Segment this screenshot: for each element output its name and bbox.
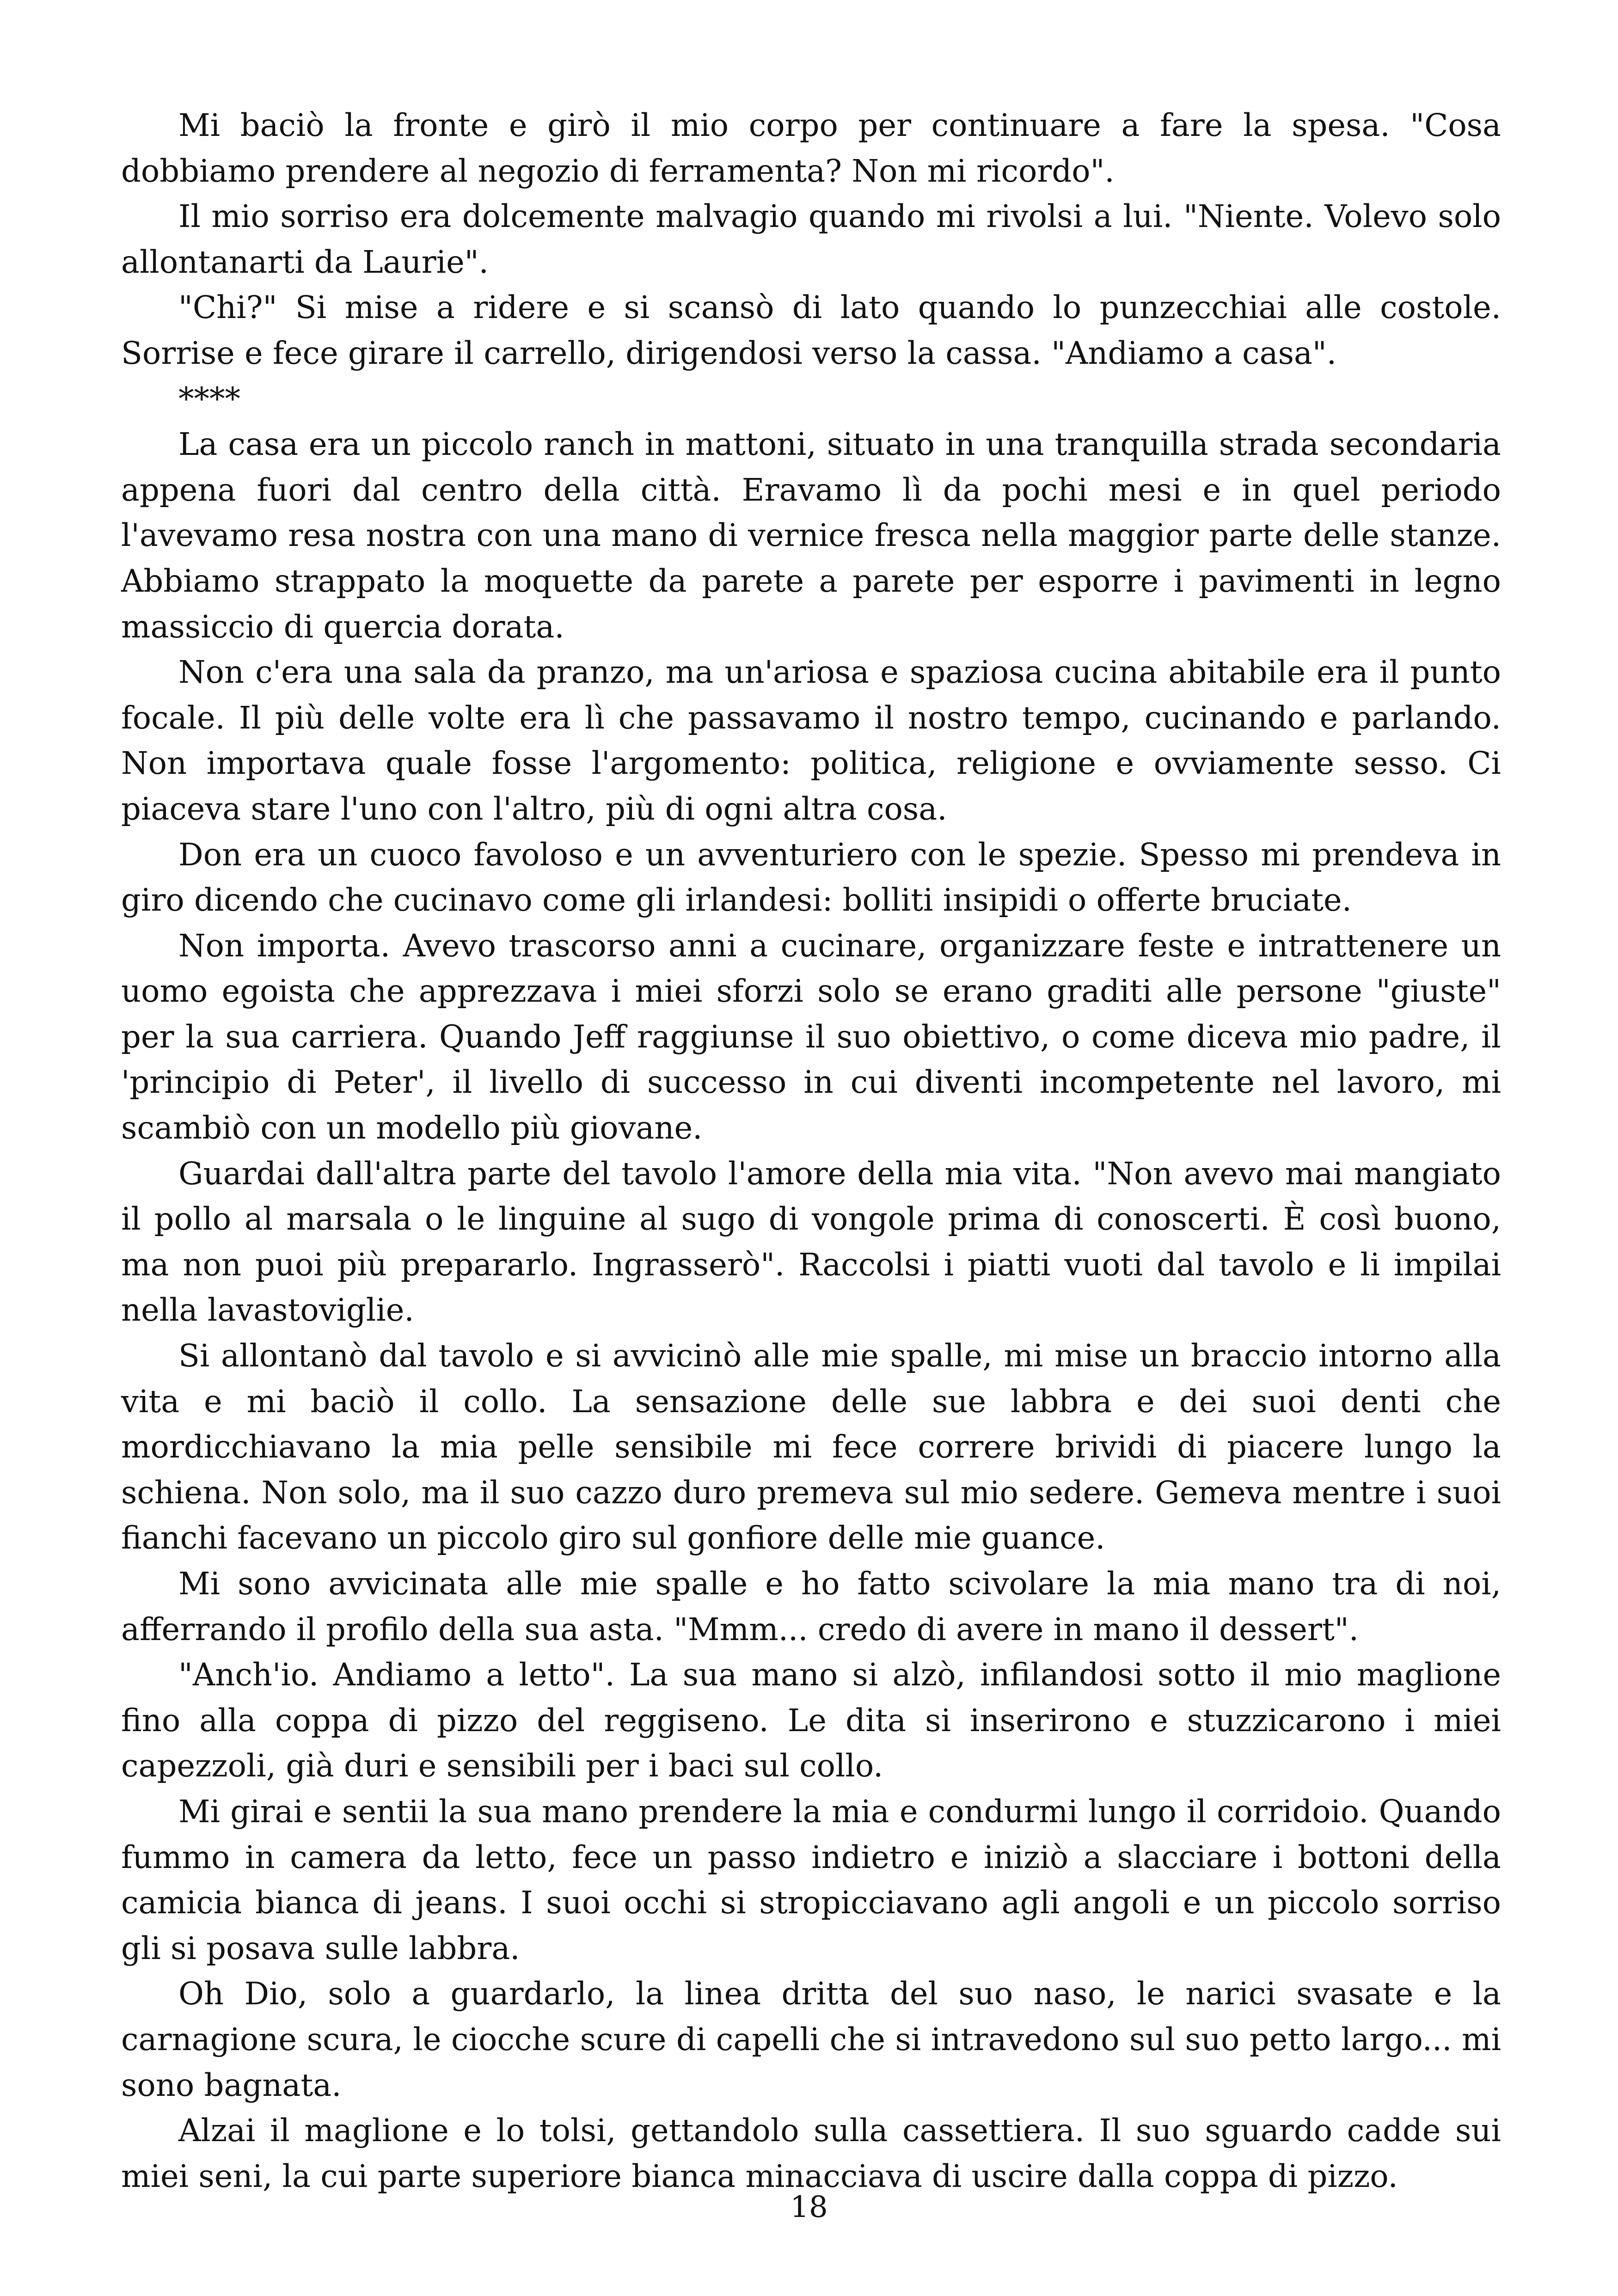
paragraph: "Anch'io. Andiamo a letto". La sua mano si alzò, infilandosi sotto il mio maglione fino alla coppa di pizzo del reggiseno. Le dita si inserirono e stuzzicarono i miei capezzoli, già duri e sensibili per i baci sul collo.	[121, 1657, 1501, 1784]
section-break: ****	[178, 380, 240, 417]
paragraph: Alzai il maglione e lo tolsi, gettandolo sulla cassettiera. Il suo sguardo cadde sui miei seni, la cui parte superiore bianca minacciava di uscire dalla coppa di pizzo.	[121, 2112, 1501, 2194]
paragraph: La casa era un piccolo ranch in mattoni, situato in una tranquilla strada secondaria appena fuori dal centro della città. Eravamo lì da pochi mesi e in quel periodo l'avevamo resa nostra con una mano di vernice fresca nella maggior parte delle stanze. Abbiamo strappato la moquette da parete a parete per esporre i pavimenti in legno massiccio di quercia dorata.	[121, 426, 1501, 645]
paragraph: Non c'era una sala da pranzo, ma un'ariosa e spaziosa cucina abitabile era il punto focale. Il più delle volte era lì che passavamo il nostro tempo, cucinando e parlando. Non importava quale fosse l'argomento: politica, religione e ovviamente sesso. Ci piaceva stare l'uno con l'altro, più di ogni altra cosa.	[121, 654, 1501, 827]
paragraph: Mi girai e sentii la sua mano prendere la mia e condurmi lungo il corridoio. Quando fummo in camera da letto, fece un passo indietro e iniziò a slacciare i bottoni della camicia bianca di jeans. I suoi occhi si stropicciavano agli angoli e un piccolo sorriso gli si posava sulle labbra.	[121, 1793, 1501, 1966]
paragraph: Mi baciò la fronte e girò il mio corpo per continuare a fare la spesa. "Cosa dobbiamo prendere al negozio di ferramenta? Non mi ricordo".	[121, 107, 1501, 189]
paragraph: Oh Dio, solo a guardarlo, la linea dritta del suo naso, le narici svasate e la carnagione scura, le ciocche scure di capelli che si intravedono sul suo petto largo... mi sono bagnata.	[121, 1976, 1501, 2103]
paragraph: Non importa. Avevo trascorso anni a cucinare, organizzare feste e intrattenere un uomo egoista che apprezzava i miei sforzi solo se erano graditi alle persone "giuste" per la sua carriera. Quando Jeff raggiunse il suo obiettivo, o come diceva mio padre, il 'principio di Peter', il livello di successo in cui diventi incompetente nel lavoro, mi scambiò con un modello più giovane.	[121, 927, 1501, 1146]
paragraph: Mi sono avvicinata alle mie spalle e ho fatto scivolare la mia mano tra di noi, afferrando il profilo della sua asta. "Mmm... credo di avere in mano il dessert".	[121, 1566, 1501, 1647]
document-body	[121, 103, 1501, 2199]
paragraph: Si allontanò dal tavolo e si avvicinò alle mie spalle, mi mise un braccio intorno alla vita e mi baciò il collo. La sensazione delle sue labbra e dei suoi denti che mordicchiavano la mia pelle sensibile mi fece correre brividi di piacere lungo la schiena. Non solo, ma il suo cazzo duro premeva sul mio sedere. Gemeva mentre i suoi fianchi facevano un piccolo giro sul gonfiore delle mie guance.	[121, 1338, 1501, 1556]
paragraph: Il mio sorriso era dolcemente malvagio quando mi rivolsi a lui. "Niente. Volevo solo allontanarti da Laurie".	[121, 198, 1501, 280]
page-number: 18	[790, 2190, 828, 2224]
paragraph: Don era un cuoco favoloso e un avventuriero con le spezie. Spesso mi prendeva in giro dicendo che cucinavo come gli irlandesi: bolliti insipidi o offerte bruciate.	[121, 836, 1501, 918]
paragraph: "Chi?" Si mise a ridere e si scansò di lato quando lo punzecchiai alle costole. Sorrise e fece girare il carrello, dirigendosi verso la cassa. "Andiamo a casa".	[121, 289, 1501, 371]
paragraph: Guardai dall'altra parte del tavolo l'amore della mia vita. "Non avevo mai mangiato il pollo al marsala o le linguine al sugo di vongole prima di conoscerti. È così buono, ma non puoi più prepararlo. Ingrasserò". Raccolsi i piatti vuoti dal tavolo e li impilai nella lavastoviglie.	[121, 1155, 1501, 1329]
